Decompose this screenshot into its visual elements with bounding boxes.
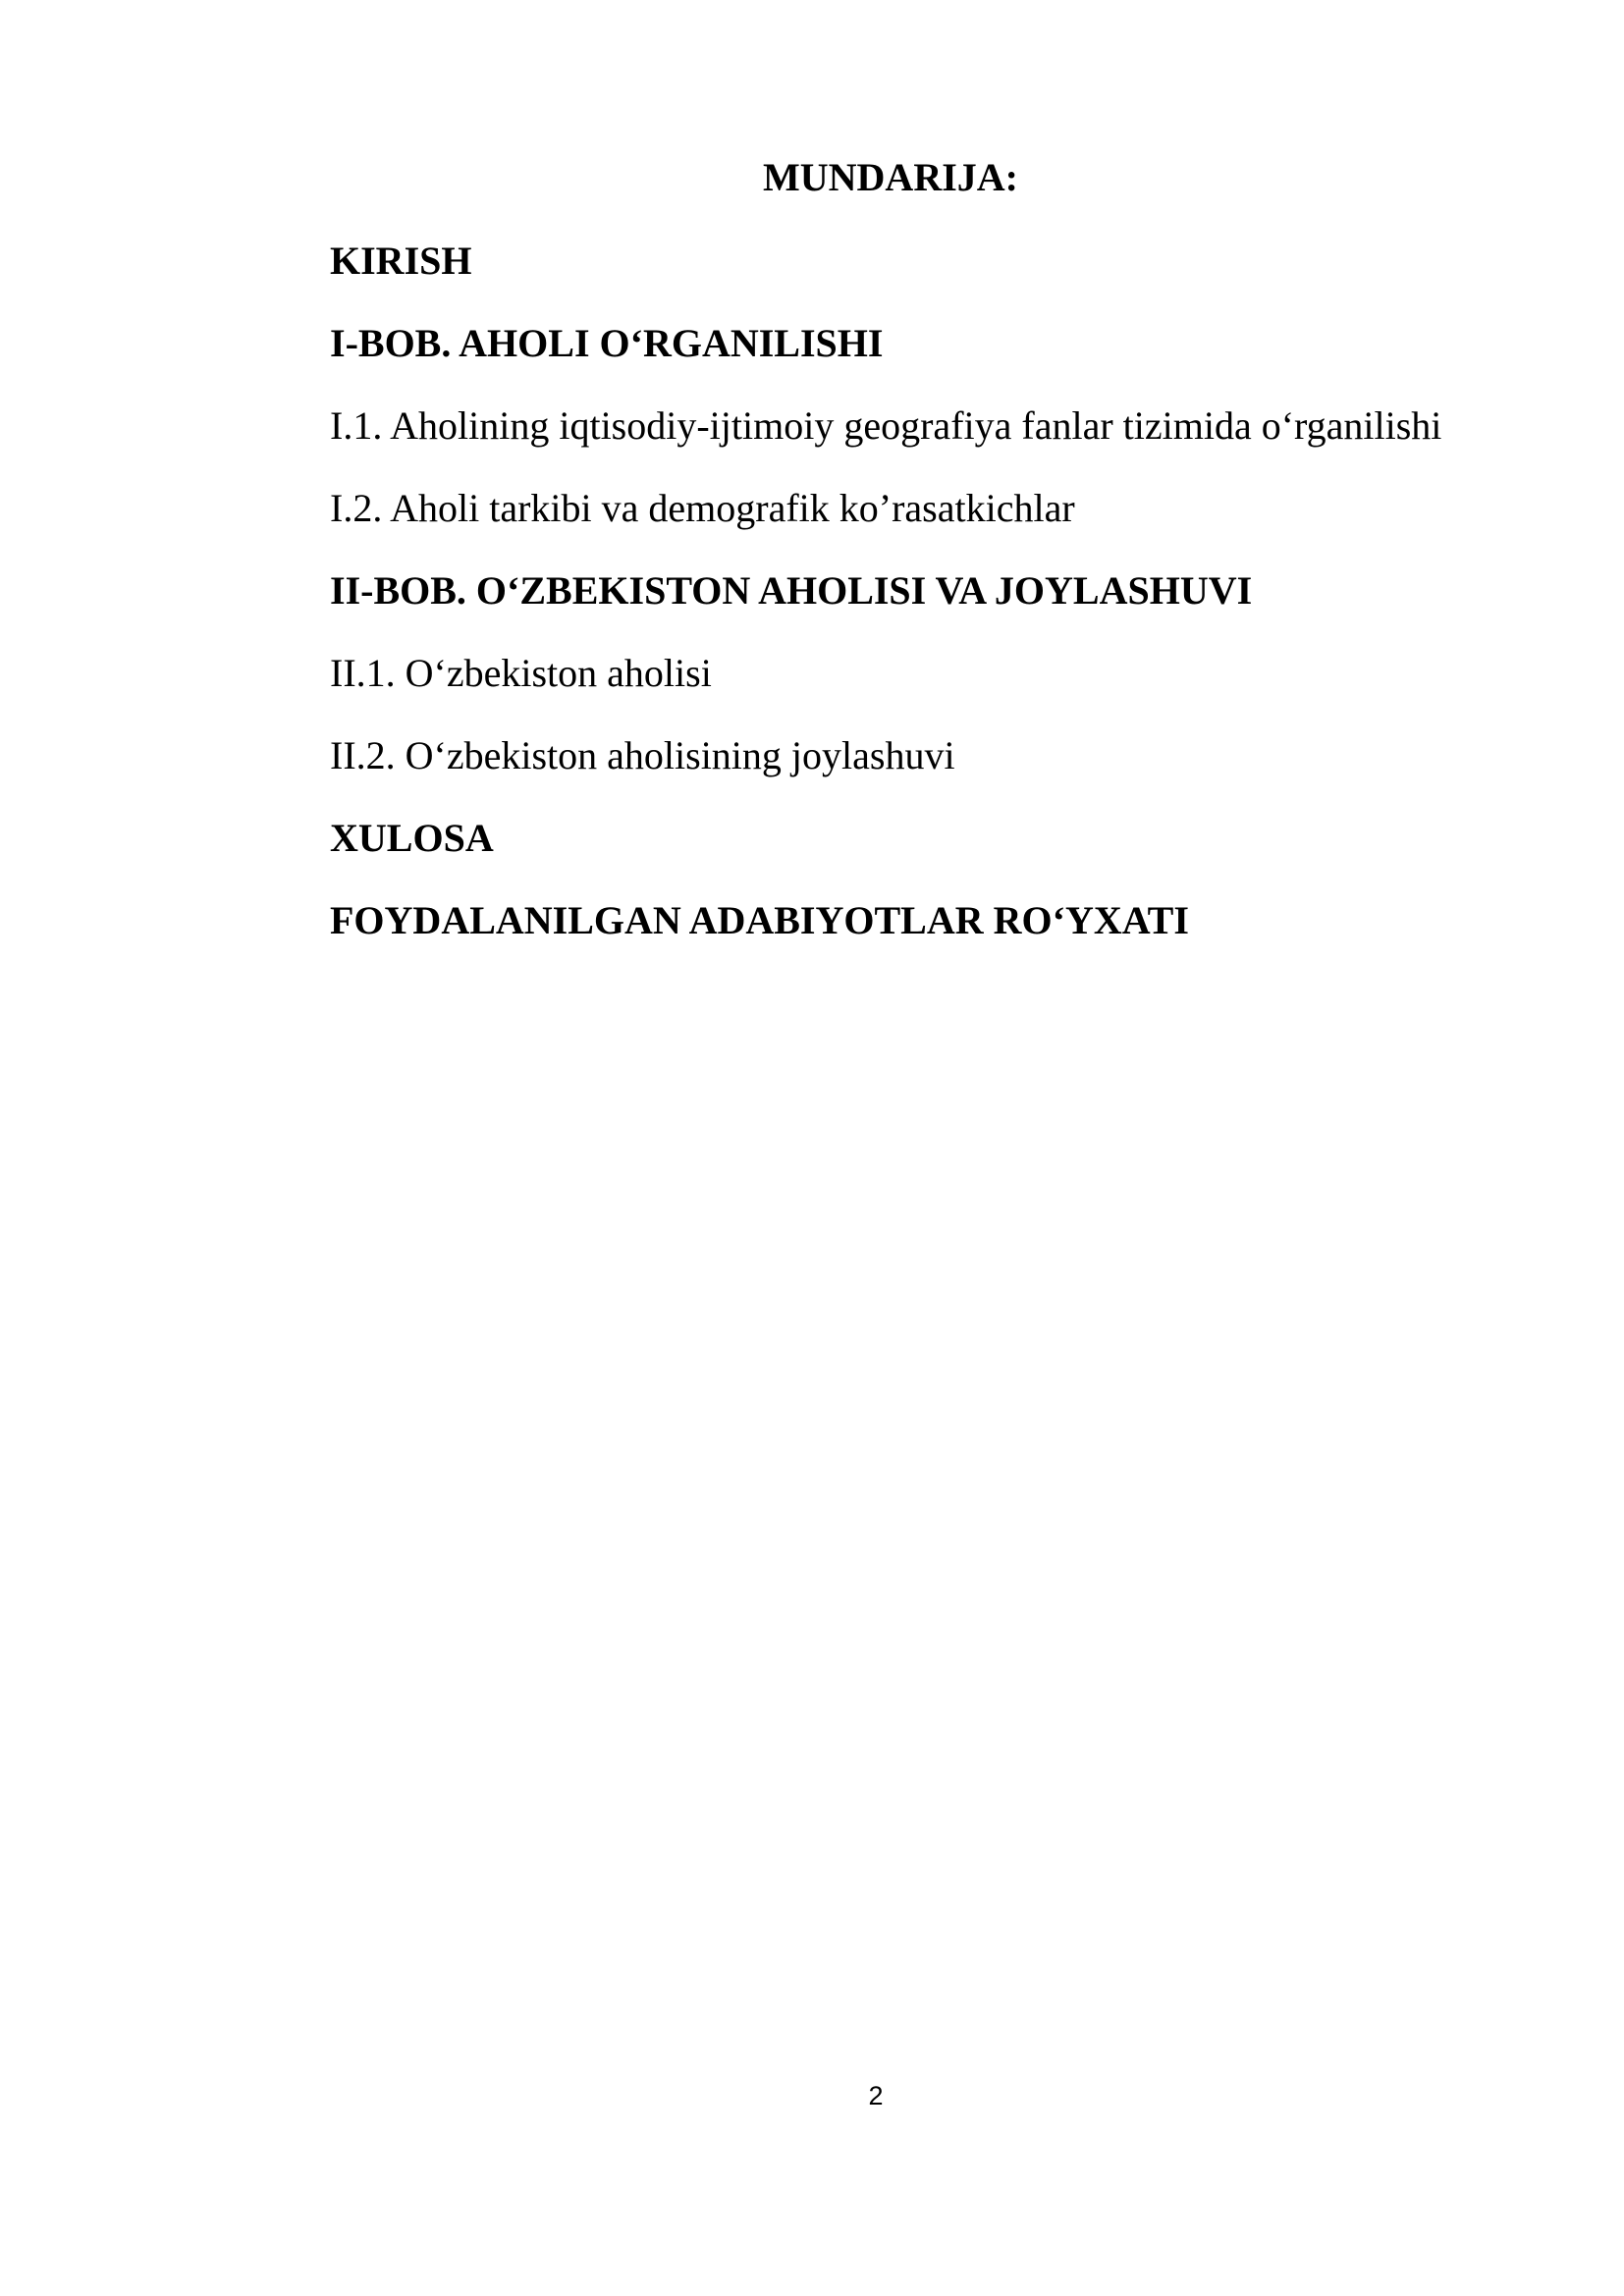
page-number: 2 [868,2081,884,2110]
toc-entry-section-2-2: II.2. O‘zbekiston aholisining joylashuvi [330,733,955,777]
toc-entry-section-1-2: I.2. Aholi tarkibi va demografik ko’rasatkichlar [330,486,1075,530]
toc-entry-chapter-1: I-BOB. AHOLI O‘RGANILISHI [330,321,884,365]
toc-entry-chapter-2: II-BOB. O‘ZBEKISTON AHOLISI VA JOYLASHUVI [330,568,1253,613]
toc-entry-section-1-1: I.1. Aholining iqtisodiy-ijtimoiy geografiya fanlar tizimida o‘rganilishi [330,403,1442,448]
toc-entry-references: FOYDALANILGAN ADABIYOTLAR RO‘YXATI [330,898,1189,942]
toc-entry-section-2-1: II.1. O‘zbekiston aholisi [330,651,712,695]
toc-entry-kirish: KIRISH [330,239,472,283]
table-of-contents [330,236,1508,978]
page-title: MUNDARIJA: [763,155,1018,199]
toc-entry-xulosa: XULOSA [330,816,494,860]
